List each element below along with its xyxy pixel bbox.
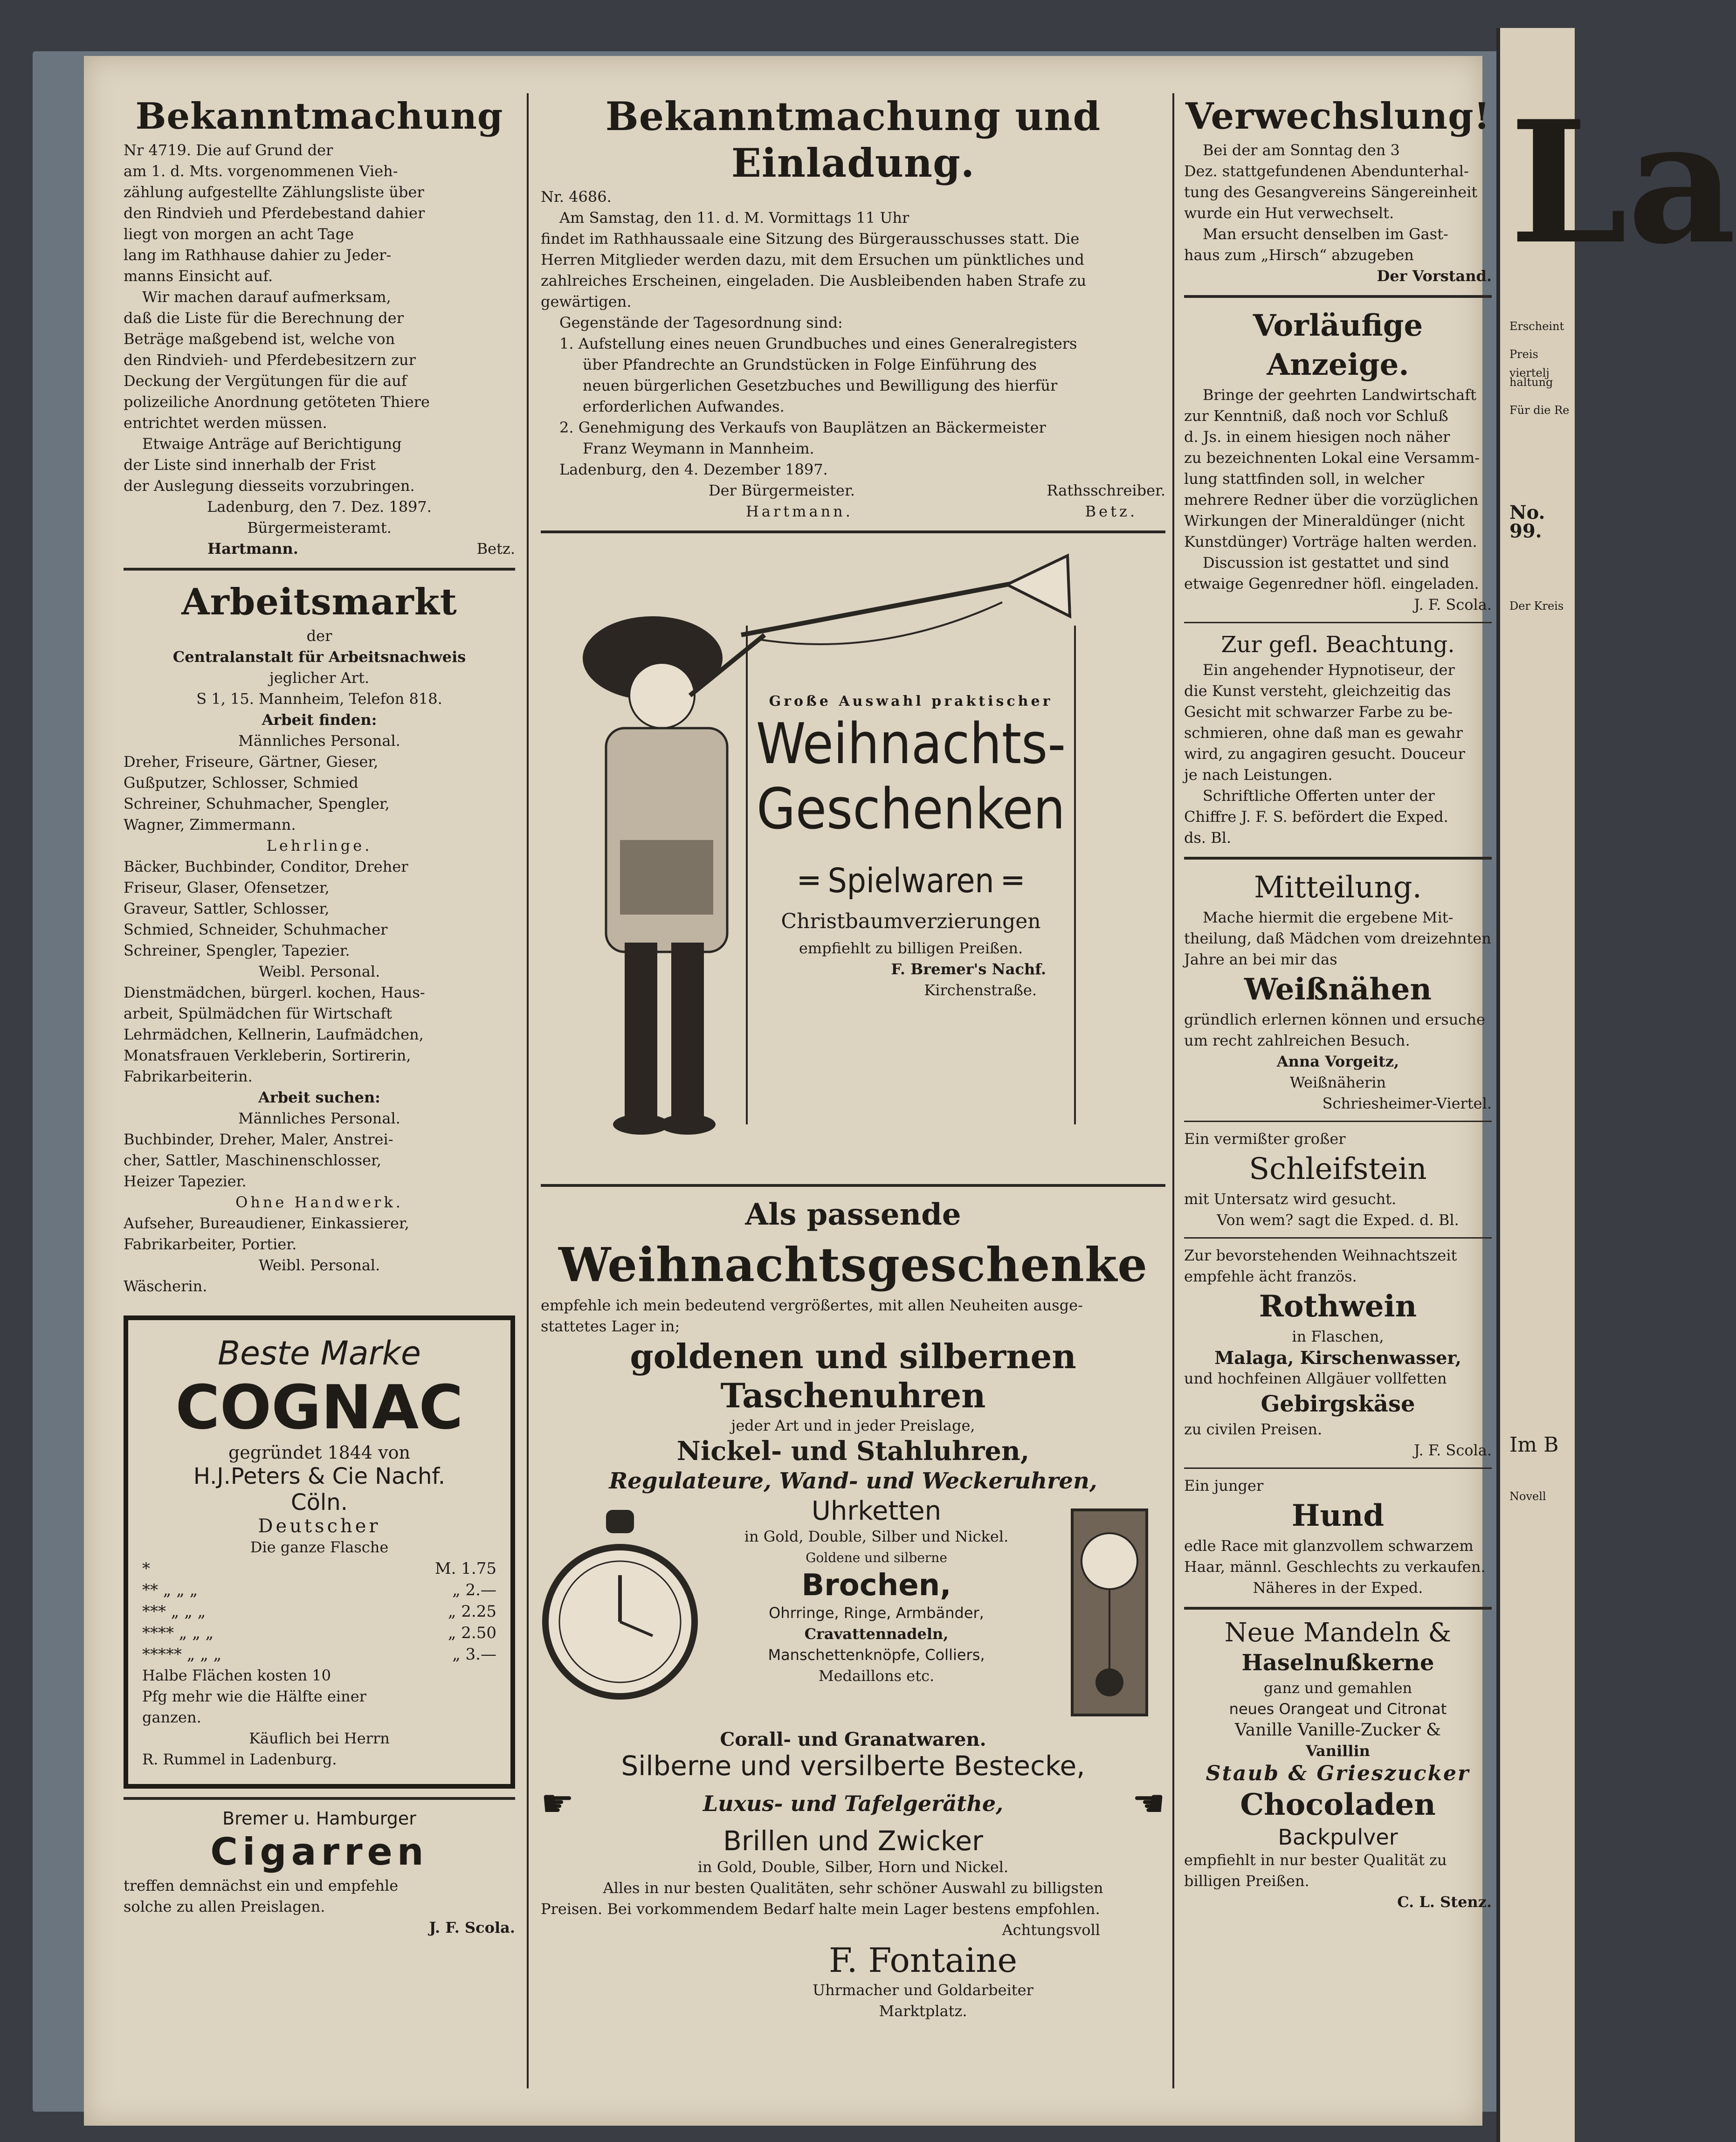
notice-hund: Ein junger Hund edle Race mit glanzvollem schwarzem Haar, männl. Geschlechts zu verkaufen. Näheres in der Exped.: [1184, 1477, 1486, 1597]
cognac-ad: Beste Marke COGNAC gegründet 1844 von H.J.Peters & Cie Nachf. Cöln. Deutscher Die ganze Flasche * M. 1.75 ** „ „ „ „ 2.— *** „ „ „ „ 2.25 **** „ „ „ „ 2.50 ***** „ „ „ „ 3.— Halbe Flächen kosten 10 Pfg mehr wie die Hälfte einer ganzen. Käuflich bei Herrn R. Rummel in Ladenburg.: [124, 1316, 515, 1789]
facing-fragment: Preis viertelj: [1509, 348, 1550, 379]
section-rule: [124, 1797, 515, 1800]
section-rule: [1184, 622, 1492, 623]
section-rule: [541, 530, 1165, 533]
einladung-title: Bekanntmachung und Einladung.: [605, 93, 1101, 186]
pocket-watch-icon: [541, 1505, 699, 1720]
cognac-logo: COGNAC: [175, 1372, 463, 1443]
section-rule: [1184, 1607, 1492, 1610]
cigarren-ad: Bremer u. Hamburger Cigarren treffen demnächst ein und empfehle solche zu allen Preislagen. J. F. Scola.: [124, 1808, 515, 1936]
notice-verwechslung: Verwechslung! Bei der am Sonntag den 3 Dez. stattgefundenen Abendunterhal- tung des Gesangvereins Sängereinheit wurde ein Hut verwechselt. Man ersucht denselben im Gast- haus zum „Hirsch“ abzugeben Der Vorstand.: [1184, 95, 1492, 285]
fontaine-ad: Als passende Weihnachtsgeschenke empfehle ich mein bedeutend vergrößertes, mit allen Neuheiten ausge- stattetes Lager in; goldenen und silbernen Taschenuhren jeder Art und in jeder Preislage, Nickel- und Stahluhren, Regulateure, Wand- und Weckeruhren, Uhrketten in Gold, Double, Silber und Nickel. Goldene und silberne Brochen, Ohrringe, Ringe, Armbänder, Cravattennadeln, Manschettenknöpfe, Colliers, Medaillons etc. Corall- und Granatwaren. Silberne und versilberte Bestecke, ☛ Luxus- und Tafelgeräthe, ☚ Brillen und Zwicker in Gold, Double, Silber, Horn und Nickel. Alles in nur besten Qualitäten, sehr schöner Auswahl zu billigsten Preisen. Bei vorkommendem Bedarf halte mein Lager bestens empfohlen. Achtungsvoll F. Fontaine Uhrmacher und Goldarbeiter Marktplatz.: [541, 1197, 1165, 2020]
section-rule: [1184, 857, 1492, 860]
facing-fragment: Für die Re: [1509, 404, 1570, 417]
column-rule: [1172, 93, 1174, 2088]
column-left: [124, 93, 515, 1938]
cognac-tagline: Beste Marke: [218, 1334, 421, 1372]
notice-vorlaeufige-anzeige: Vorläufige Anzeige. Bringe der geehrten Landwirtschaft zur Kenntniß, daß noch vor Schluß d. Js. in einem hiesigen noch näher zu bezeichnenten Lokal eine Versamm- lung stattfinden soll, in welcher mehrere Redner über die vorzüglichen Wirkungen der Mineraldünger (nicht Kunstdünger) Vorträge halten werden. Discussion ist gestattet und sind etwaige Gegenredner höfl. eingeladen. J. F. Scola.: [1184, 308, 1492, 613]
pointing-hand-icon: ☛: [541, 1782, 574, 1825]
facing-fragment: Erscheint: [1509, 320, 1564, 333]
herald-illustration: [559, 579, 765, 1185]
regulator-clock-icon: [1054, 1496, 1165, 1729]
ornament-icon: ═: [1003, 861, 1022, 900]
arbeitsmarkt: Arbeitsmarkt der Centralanstalt für Arbeitsnachweis jeglicher Art. S 1, 15. Mannheim, Telefon 818. Arbeit finden: Männliches Personal. Dreher, Friseure, Gärtner, Gieser, Gußputzer, Schlosser, Schmied Schreiner, Schuhmacher, Spengler, Wagner, Zimmermann. Lehrlinge. Bäcker, Buchbinder, Conditor, Dreher Friseur, Glaser, Ofensetzer, Graveur, Sattler, Schlosser, Schmied, Schneider, Schuhmacher Schreiner, Spengler, Tapezier. Weibl. Personal. Dienstmädchen, bürgerl. kochen, Haus- arbeit, Spülmädchen für Wirtschaft Lehrmädchen, Kellnerin, Laufmädchen, Monatsfrauen Verkleberin, Sortirerin, Fabrikarbeiterin. Arbeit suchen: Männliches Personal. Buchbinder, Dreher, Maler, Anstrei- cher, Sattler, Maschinenschlosser, Heizer Tapezier. Ohne Handwerk. Aufseher, Bureaudiener, Einkassierer, Fabrikarbeiter, Portier. Weibl. Personal. Wäscherin.: [124, 579, 515, 1297]
facing-fragment: Novell: [1509, 1490, 1546, 1503]
notice-einladung: Bekanntmachung und Einladung. Nr. 4686. Am Samstag, den 11. d. M. Vormittags 11 Uhr findet im Rathhaussaale eine Sitzung des Bürgerausschusses statt. Die Herren Mitglieder werden dazu, mit dem Ersuchen um pünktliches und zahlreiches Erscheinen, eingeladen. Die Ausbleibenden haben Strafe zu gewärtigen. Gegenstände der Tagesordnung sind: 1. Aufstellung eines neuen Grundbuches und eines Generalregisters über Pfandrechte an Grundstücken in Folge Einführung des neuen bürgerlichen Gesetzbuches und Bewilligung des hierfür erforderlichen Aufwandes. 2. Genehmigung des Verkaufs von Bauplätzen an Bäckermeister Franz Weymann in Mannheim. Ladenburg, den 4. Dezember 1897. Der Bürgermeister. Rathsschreiber. Hartmann. Betz.: [541, 93, 1165, 520]
pointing-hand-icon: ☚: [1132, 1782, 1165, 1825]
banner-scroll: Große Auswahl praktischer Weihnachts- Geschenken ═ Spielwaren ═ Christbaumverzierungen empfiehlt zu billigen Preißen. F. Bremer's Nachf. Kirchenstraße.: [746, 626, 1076, 1124]
notice-mitteilung: Mitteilung. Mache hiermit die ergebene Mit- theilung, daß Mädchen vom dreizehnten Jahre an bei mir das Weißnähen gründlich erlernen können und ersuche um recht zahlreichen Besuch. Anna Vorgeitz, Weißnäherin Schriesheimer-Viertel.: [1184, 870, 1492, 1112]
notice-schleifstein: Ein vermißter großer Schleifstein mit Untersatz wird gesucht. Von wem? sagt die Exped. d. Bl.: [1184, 1130, 1459, 1229]
cognac-price-list: * M. 1.75 ** „ „ „ „ 2.— *** „ „ „ „ 2.25 **** „ „ „ „ 2.50 ***** „ „ „ „ 3.—: [142, 1559, 496, 1664]
bremer-ad: [541, 542, 1165, 1176]
column-rule: [527, 93, 529, 2088]
facing-fragment: haltung: [1509, 376, 1553, 389]
notice-rothwein: Zur bevorstehenden Weihnachtszeit empfehle ächt französ. Rothwein in Flaschen, Malaga, Kirschenwasser, und hochfeinen Allgäuer vollfetten Gebirgskäse zu civilen Preisen. J. F. Scola.: [1184, 1247, 1492, 1459]
facing-fragment: Im B: [1509, 1433, 1559, 1457]
notice-title: Bekanntmachung: [135, 95, 503, 138]
arbeitsmarkt-title: Arbeitsmarkt: [181, 581, 457, 623]
section-rule: [1184, 1237, 1492, 1239]
column-middle: [541, 93, 1165, 2022]
section-rule: [1184, 295, 1492, 298]
facing-fragment: No. 99.: [1509, 502, 1545, 542]
notice-bekanntmachung: [124, 93, 515, 559]
notice-body: Nr 4719. Die auf Grund der am 1. d. Mts. vorgenommenen Vieh- zählung aufgestellte Zählungsliste über den Rindvieh und Pferdebestand dahier liegt von morgen an acht Tage lang im Rathhause dahier zu Jeder- manns Einsicht auf. Wir machen darauf aufmerksam, daß die Liste für die Berechnung der Beträge maßgebend ist, welche von den Rindvieh- und Pferdebesitzern zur Deckung der Vergütungen für die auf polizeiliche Anordnung getöteten Thiere entrichtet werden müssen. Etwaige Anträge auf Berichtigung der Liste sind innerhalb der Frist der Auslegung diesseits vorzubringen. Ladenburg, den 7. Dez. 1897. Bürgermeisteramt. Hartmann. Betz.: [124, 141, 515, 558]
column-right: [1184, 93, 1492, 1913]
facing-page: [1496, 28, 1736, 2142]
facing-masthead: La: [1509, 84, 1736, 281]
facing-fragment: Der Kreis: [1509, 599, 1564, 613]
section-rule: [1184, 1467, 1492, 1469]
notice-beachtung: Zur gefl. Beachtung. Ein angehender Hypnotiseur, der die Kunst versteht, gleichzeitig das Gesicht mit schwarzer Farbe zu be- schmieren, ohne daß man es gewahr wird, zu angagiren gesucht. Douceur je nach Leistungen. Schriftliche Offerten unter der Chiffre J. F. S. befördert die Exped. ds. Bl.: [1184, 632, 1465, 847]
section-rule: [1184, 1121, 1492, 1122]
section-rule: [124, 568, 515, 571]
stenz-ad: Neue Mandeln & Haselnußkerne ganz und gemahlen neues Orangeat und Citronat Vanille Vanille-Zucker & Vanillin Staub & Grieszucker Chocoladen Backpulver empfiehlt in nur bester Qualität zu billigen Preißen. C. L. Stenz.: [1184, 1618, 1492, 1911]
ornament-icon: ═: [800, 861, 819, 900]
